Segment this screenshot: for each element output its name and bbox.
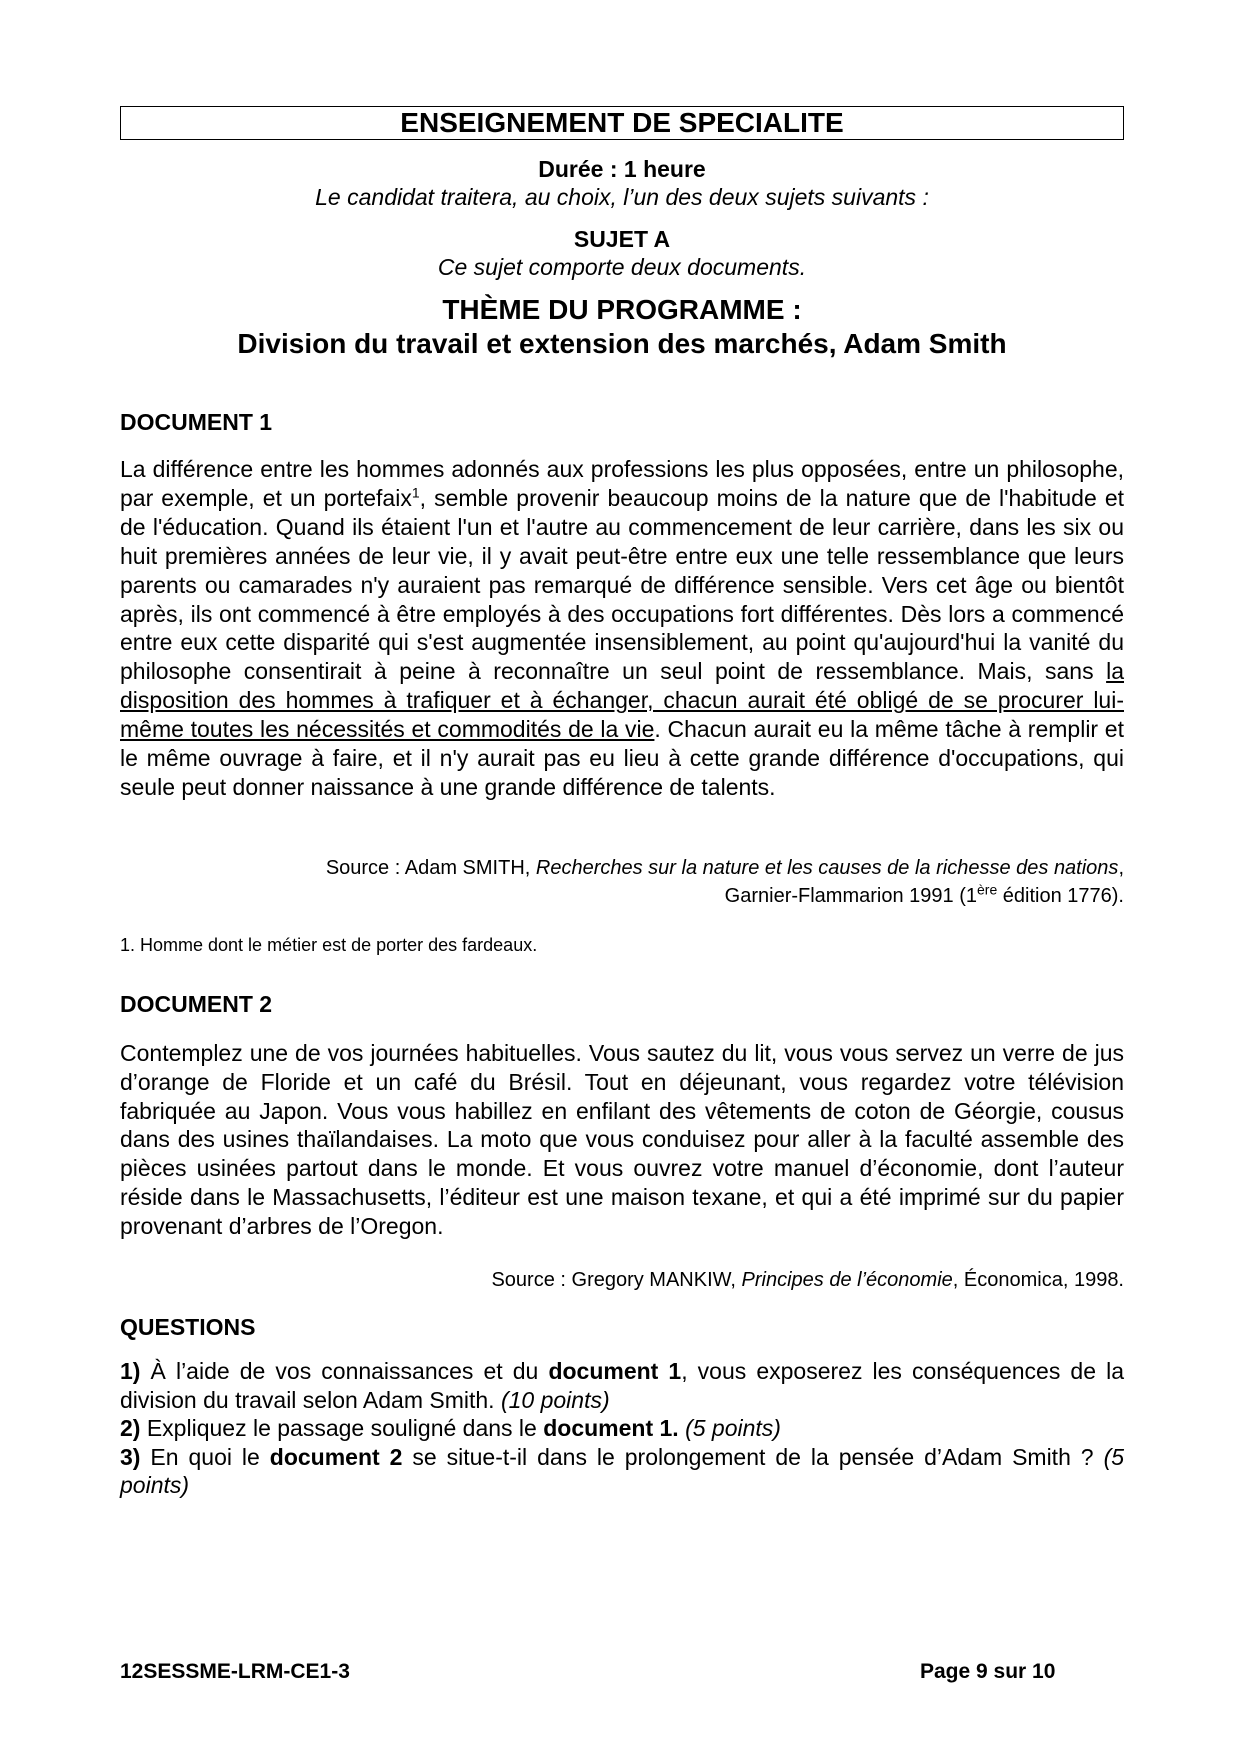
footer-code: 12SESSME-LRM-CE1-3 — [120, 1660, 350, 1683]
underlined-passage: la disposition des hommes à trafiquer et à échanger, chacun aurait été obligé de se procurer lui-même toutes les nécessités et commodités de la vie — [120, 658, 1124, 743]
source-title: Recherches sur la nature et les causes de la richesse des nations — [535, 857, 1119, 879]
q2-bold: document 1. — [543, 1415, 679, 1441]
questions-heading: QUESTIONS — [120, 1314, 256, 1340]
q3-number: 3) — [120, 1443, 141, 1470]
document1-heading: DOCUMENT 1 — [120, 409, 273, 435]
q1-points: (10 points) — [500, 1386, 610, 1413]
document2-source — [120, 1266, 1124, 1294]
theme-title: Division du travail et extension des marchés, Adam Smith — [237, 328, 1007, 359]
question-1 — [120, 1357, 1124, 1414]
duration: Durée : 1 heure — [538, 156, 706, 182]
q3-text-b: se situe-t-il dans le prolongement de la pensée d’Adam Smith ? — [402, 1443, 1104, 1470]
section-title: ENSEIGNEMENT DE SPECIALITE — [400, 107, 844, 138]
question-2 — [120, 1414, 1124, 1443]
subject-note: Ce sujet comporte deux documents. — [437, 254, 807, 280]
question-3 — [120, 1443, 1124, 1500]
document2-text: Contemplez une de vos journées habituelles. Vous sautez du lit, vous vous servez un verre de jus d’orange de Floride et un café du Brésil. Tout en déjeunant, vous regardez votre télévision fabriquée au Japon. Vous vous habillez en enfilant des vêtements de coton de Géorgie, cousus dans des usines thaïlandaises. La moto que vous conduisez pour aller à la faculté assemble des pièces usinées partout dans le monde. Et vous ouvrez votre manuel d’économie, dont l’auteur réside dans le Massachusetts, l’éditeur est une maison texane, et qui a été imprimé sur du papier provenant d’arbres de l’Oregon. — [120, 1040, 1124, 1239]
q1-bold: document 1 — [548, 1358, 682, 1384]
q3-text-a: En quoi le — [140, 1443, 270, 1470]
document1-source — [120, 854, 1124, 910]
footnote: 1. Homme dont le métier est de porter des fardeaux. — [120, 935, 538, 955]
document1-source-line1 — [120, 854, 1124, 882]
document1-text — [120, 455, 1124, 802]
document2-heading: DOCUMENT 2 — [120, 991, 273, 1017]
document1-text-part1: La différence entre les hommes adonnés aux professions les plus opposées, entre un philosophe, par exemple, et un portefaix — [120, 456, 1124, 511]
theme-label: THÈME DU PROGRAMME : — [442, 294, 802, 325]
q2-number: 2) — [120, 1415, 141, 1441]
source2-suffix: , Économica, 1998. — [952, 1269, 1124, 1291]
q2-points: (5 points) — [685, 1415, 781, 1441]
questions-list — [120, 1357, 1124, 1500]
source2-title: Principes de l’économie — [741, 1269, 953, 1291]
q2-text-a: Expliquez le passage souligné dans le — [140, 1415, 544, 1441]
source-edition-post: édition 1776). — [997, 885, 1124, 907]
footer-page-number: Page 9 sur 10 — [920, 1660, 1056, 1683]
q1-number: 1) — [120, 1358, 141, 1384]
q1-text-a: À l’aide de vos connaissances et du — [140, 1358, 549, 1384]
subject-label: SUJET A — [573, 226, 671, 252]
section-title-box — [120, 106, 1124, 140]
source-edition-pre: Garnier-Flammarion 1991 (1 — [724, 885, 977, 907]
document1-text-part3: . Chacun aurait eu la même tâche à remplir et le même ouvrage à faire, et il n'y aurait pas eu lieu à cette grande différence d'occupations, qui seule peut donner naissance à une grande différence de talents. — [120, 716, 1124, 800]
source2-prefix: Source : Gregory MANKIW, — [491, 1269, 742, 1291]
q3-bold: document 2 — [269, 1443, 403, 1470]
footnote-marker: 1 — [411, 484, 420, 501]
source-edition-sup: ère — [977, 881, 998, 898]
document1-text-part2: , semble provenir beaucoup moins de la nature que de l'habitude et de l'éducation. Quand ils étaient l'un et l'autre au commencement de leur carrière, dans les six ou huit premières années de leur vie, il y avait peut-être entre eux une telle ressemblance que leurs parents ou camarades n'y auraient pas remarqué de différence sensible. Vers cet âge ou bientôt après, ils ont commencé à être employés à des occupations fort différentes. Dès lors a commencé entre eux cette disparité qui s'est augmentée insensiblement, au point qu'aujourd'hui la vanité du philosophe consentirait à peine à reconnaître un seul point de ressemblance. Mais, sans — [120, 484, 1124, 685]
document1-source-line2 — [120, 882, 1124, 910]
instruction: Le candidat traitera, au choix, l’un des deux sujets suivants : — [315, 184, 929, 210]
source-prefix: Source : Adam SMITH, — [325, 857, 536, 879]
q1-text-b: , vous exposerez les conséquences de la division du travail selon Adam Smith. — [120, 1358, 1124, 1413]
source-comma: , — [1118, 857, 1124, 879]
q3-points: (5 points) — [120, 1443, 1125, 1498]
